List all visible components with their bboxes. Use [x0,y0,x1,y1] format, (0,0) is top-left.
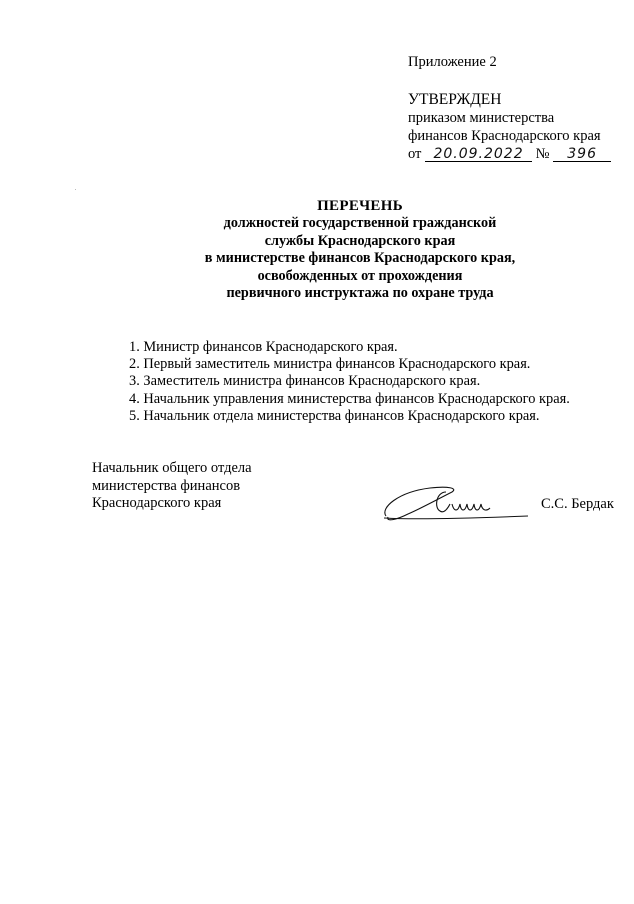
order-reference [408,145,611,163]
order-number-label: № [535,146,550,162]
list-item: 2. Первый заместитель министра финансов Краснодарского края. [129,356,531,373]
list-item: 5. Начальник отдела министерства финансов Краснодарского края. [129,407,540,424]
signer-title-block [92,460,252,513]
approval-line-2: финансов Краснодарского края [408,128,601,144]
signer-title-line-1: Начальник общего отдела [92,460,252,476]
order-number-handwritten: 396 [553,147,611,162]
title-line-4: освобожденных от прохождения [257,267,463,284]
list-item: 3. Заместитель министра финансов Краснодарского края. [129,373,481,390]
signer-title-line-3: Краснодарского края [92,495,222,511]
title-line-5: первичного инструктажа по охране труда [226,285,494,302]
approval-line-1: приказом министерства [408,110,555,126]
order-date-handwritten: 20.09.2022 [425,147,532,162]
list-item: 1. Министр финансов Краснодарского края. [129,339,398,355]
signer-title-line-2: министерства финансов [92,477,241,494]
title-line-3: в министерстве финансов Краснодарского края, [204,250,516,267]
handwritten-signature [378,478,538,528]
approval-block [408,91,611,163]
document-title: ПЕРЕЧЕНЬ [317,198,403,214]
signer-name: С.С. Бердак [541,496,614,512]
approved-heading: УТВЕРЖДЕН [408,91,502,108]
annex-label: Приложение 2 [408,54,497,70]
scan-speck [75,189,76,190]
title-line-1: должностей государственной гражданской [223,215,497,232]
order-from-label: от [408,146,422,162]
document-title-block [150,198,570,302]
list-item: 4. Начальник управления министерства финансов Краснодарского края. [129,390,570,407]
positions-list [129,339,570,425]
title-line-2: службы Краснодарского края [264,232,456,249]
